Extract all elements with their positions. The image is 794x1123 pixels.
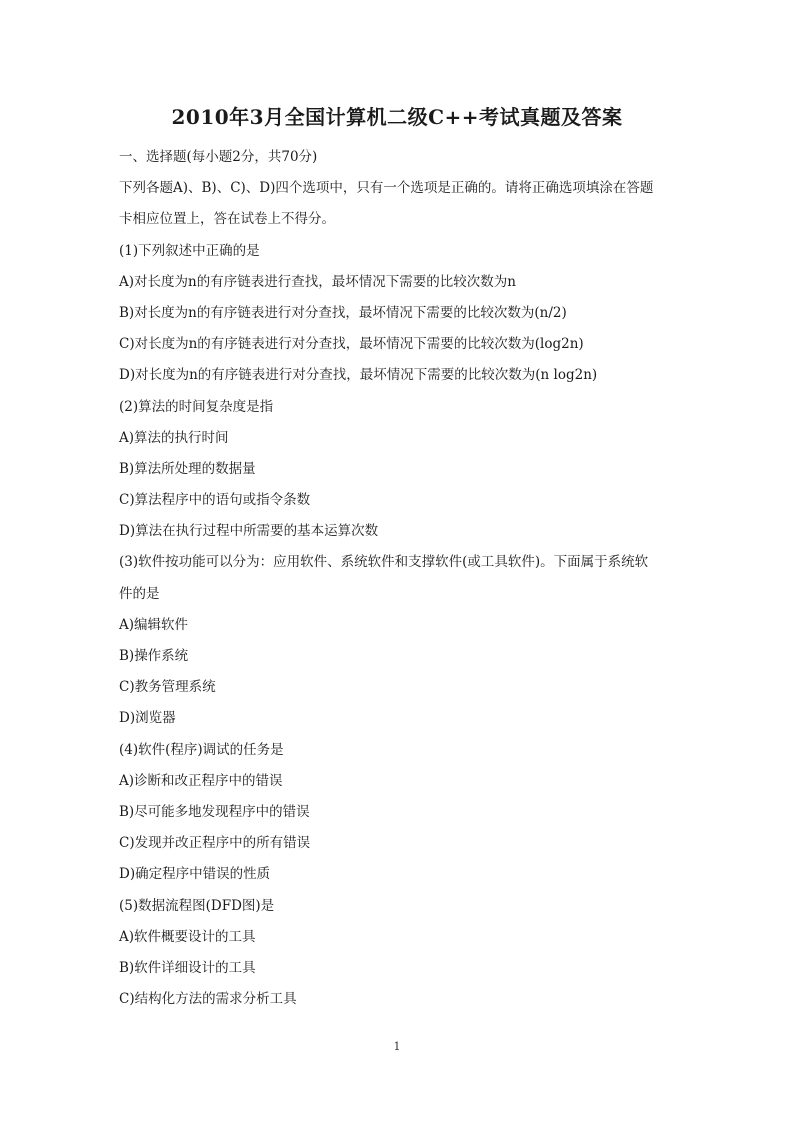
question-4-option-b: B)尽可能多地发现程序中的错误 [119,803,310,820]
question-5-option-b: B)软件详细设计的工具 [119,959,256,976]
question-4-option-c: C)发现并改正程序中的所有错误 [119,835,311,852]
document-title: 2010年3月全国计算机二级C++考试真题及答案 [171,105,623,129]
question-2-option-b: B)算法所处理的数据量 [119,460,256,477]
question-3-option-a: A)编辑软件 [119,616,189,633]
instructions-line: 下列各题A)、B)、C)、D)四个选项中，只有一个选项是正确的。请将正确选项填涂在答题 [119,180,654,197]
question-5-option-a: A)软件概要设计的工具 [119,928,256,945]
question-5: (5)数据流程图(DFD图)是 [119,897,275,914]
question-5-option-c: C)结构化方法的需求分析工具 [119,991,297,1008]
section-heading: 一、选择题(每小题2分，共70分) [119,149,318,165]
question-2-option-c: C)算法程序中的语句或指令条数 [119,492,311,509]
question-3-option-d: D)浏览器 [119,710,176,727]
question-1-option-a: A)对长度为n的有序链表进行查找，最坏情况下需要的比较次数为n [119,273,516,290]
instructions-line: 卡相应位置上，答在试卷上不得分。 [119,211,335,228]
question-3-option-b: B)操作系统 [119,648,189,664]
question-1: (1)下列叙述中正确的是 [119,242,260,259]
question-4: (4)软件(程序)调试的任务是 [119,741,284,758]
question-3-continued: 件的是 [119,585,160,602]
document-body [119,142,679,1015]
question-1-option-d: D)对长度为n的有序链表进行对分查找，最坏情况下需要的比较次数为(n log2n) [119,367,598,384]
question-4-option-a: A)诊断和改正程序中的错误 [119,772,283,789]
question-1-option-c: C)对长度为n的有序链表进行对分查找，最坏情况下需要的比较次数为(log2n) [119,336,584,353]
question-3-option-c: C)教务管理系统 [119,679,216,696]
question-3: (3)软件按功能可以分为：应用软件、系统软件和支撑软件(或工具软件)。下面属于系统软 [119,554,649,571]
question-1-option-b: B)对长度为n的有序链表进行对分查找，最坏情况下需要的比较次数为(n/2) [119,304,567,321]
page-number: 1 [393,1040,401,1053]
question-4-option-d: D)确定程序中错误的性质 [119,866,271,883]
question-2: (2)算法的时间复杂度是指 [119,398,274,415]
question-2-option-d: D)算法在执行过程中所需要的基本运算次数 [119,523,379,540]
question-2-option-a: A)算法的执行时间 [119,429,229,446]
